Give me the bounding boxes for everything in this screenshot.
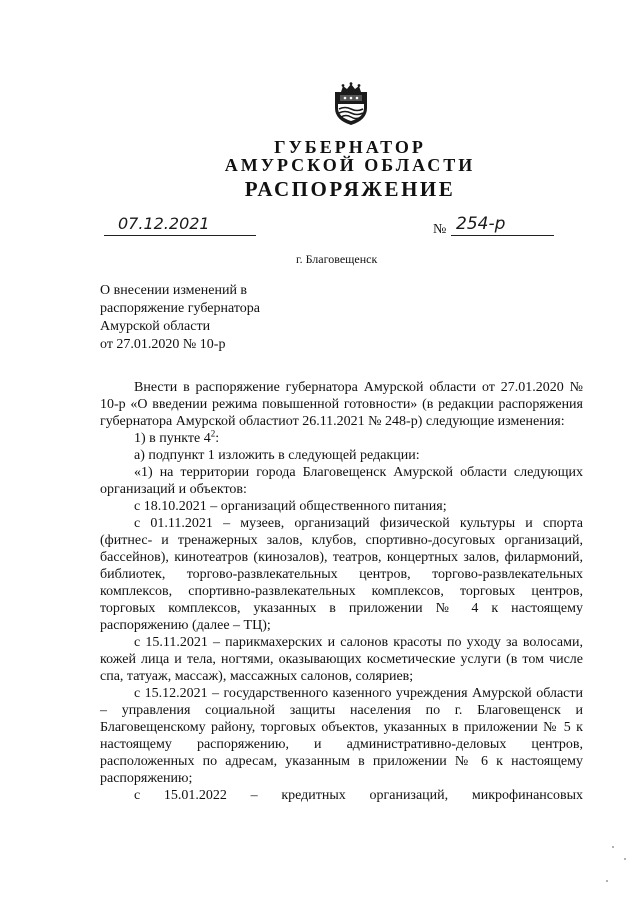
date-underline xyxy=(104,235,256,236)
paragraph-intro: Внести в распоряжение губернатора Амурской области от 27.01.2020 № 10-р «О введении режима повышенной готовности» (в редакции распоряжения губернатора Амурской областиот 26.11.2021 № 248-р) следующие изменения: xyxy=(100,380,583,429)
paragraph-date-5: с 15.01.2022 – кредитных организаций, микрофинансовых xyxy=(134,788,583,803)
coat-of-arms-emblem xyxy=(331,82,371,126)
item1-superscript: 2 xyxy=(210,428,216,439)
scan-speck xyxy=(612,846,614,848)
subject-block xyxy=(100,282,260,354)
subject-line: О внесении изменений в xyxy=(100,283,248,298)
city-label: г. Благовещенск xyxy=(296,252,378,266)
paragraph-item1 xyxy=(100,430,583,447)
paragraph-item1a: а) подпункт 1 изложить в следующей редакции: xyxy=(134,448,420,463)
paragraph-date-3: с 15.11.2021 – парикмахерских и салонов красоты по уходу за волосами, кожей лица и тела, ногтями, оказывающих косметические услуги (в том числе спа, татуаж, массаж), массажных салонов, соляриев; xyxy=(100,635,583,684)
document-body xyxy=(100,379,583,804)
subject-line: Амурской области xyxy=(100,319,211,334)
subject-line: распоряжение губернатора xyxy=(100,301,260,316)
paragraph-date-1: с 18.10.2021 – организаций общественного питания; xyxy=(134,499,447,514)
header-region: АМУРСКОЙ ОБЛАСТИ xyxy=(224,155,476,175)
subject-line: от 27.01.2020 № 10-р xyxy=(100,337,226,352)
paragraph-date-4: с 15.12.2021 – государственного казенного учреждения Амурской области – управления социальной защиты населения по г. Благовещенск и Благовещенскому району, торговых объектов, указанных в приложении № 5 к настоящему распоряжению, и административно-деловых центров, расположенных по адресам, указанным в приложении № 6 к настоящему распоряжению; xyxy=(100,686,583,786)
handwritten-number: 254-р xyxy=(456,214,506,234)
scan-speck xyxy=(606,880,608,882)
item1-colon: : xyxy=(215,431,220,446)
number-underline xyxy=(451,235,554,236)
paragraph-quote-start: «1) на территории города Благовещенск Амурской области следующих организаций и объектов: xyxy=(100,465,583,497)
number-sign: № xyxy=(433,222,447,237)
header-doc-type: РАСПОРЯЖЕНИЕ xyxy=(244,177,456,201)
header-governor: ГУБЕРНАТОР xyxy=(274,137,426,157)
handwritten-date: 07.12.2021 xyxy=(118,214,210,233)
paragraph-date-2: с 01.11.2021 – музеев, организаций физической культуры и спорта (фитнес- и тренажерных залов, клубов, спортивно-досуговых организаций, бассейнов), кинотеатров (кинозалов), театров, концертных залов, филармоний, библиотек, торгово-развлекательных центров, торгово-развлекательных комплексов, спортивно-развлекательных комплексов, торговых центров, торговых комплексов, указанных в приложении № 4 к настоящему распоряжению (далее – ТЦ); xyxy=(100,516,583,633)
scan-speck xyxy=(624,858,626,860)
item1-text: 1) в пункте 4 xyxy=(134,431,211,446)
